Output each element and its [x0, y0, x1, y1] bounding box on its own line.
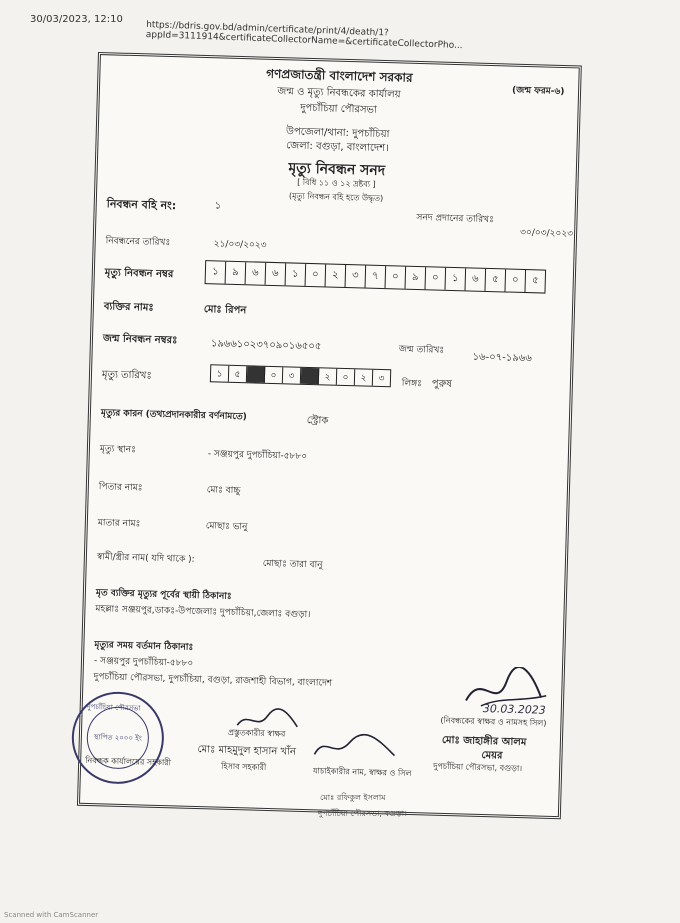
issue-date-label: সনদ প্রদানের তারিখঃ — [416, 212, 494, 226]
father-label: পিতার নামঃ — [98, 482, 143, 494]
form-number: (জন্ম ফরম-৬) — [511, 85, 565, 98]
death-reg-no-label: মৃত্যু নিবন্ধন নম্বর — [104, 267, 174, 281]
govt-heading: গণপ্রজাতন্ত্রী বাংলাদেশ সরকার — [266, 66, 413, 85]
place-label: মৃত্যু স্থানঃ — [99, 444, 137, 456]
death-date-label: মৃত্যু তারিখঃ — [101, 369, 152, 382]
death-date-digit: ৫ — [229, 366, 247, 382]
death-date-digit: ২ — [319, 368, 337, 384]
birth-reg-value: ১৯৬৬১০২৩৭০৯০১৬৫০৫ — [210, 338, 322, 353]
death-reg-digit: ৭ — [366, 266, 387, 289]
death-reg-digit: ০ — [306, 264, 327, 287]
death-date-digit: ৩ — [378, 373, 385, 384]
curr-addr-line1: - সঞ্জয়পুর দুপচাঁচিয়া-৫৮৮০ — [93, 656, 194, 669]
verifier-signature — [309, 729, 400, 767]
death-date-digit: ১ — [211, 365, 229, 381]
scanner-watermark: Scanned with CamScanner — [4, 911, 99, 919]
death-date-digit: ০ — [265, 367, 283, 383]
death-reg-digit: ৩ — [346, 265, 367, 288]
death-reg-digit: ১ — [445, 268, 466, 291]
upazila-line: উপজেলা/থানা: দুপচাঁচিয়া — [285, 126, 390, 141]
birth-reg-label: জন্ম নিবন্ধন নম্বরঃ — [102, 333, 178, 347]
death-reg-digit: ০ — [426, 267, 447, 290]
birth-date-label: জন্ম তারিখঃ — [398, 344, 445, 356]
death-date-digit: ০ — [337, 369, 355, 385]
registrar-office: দুপচাঁচিয়া পৌরসভা, বগুড়া। — [433, 761, 523, 774]
cause-label: মৃত্যুর কারন (তথ্যপ্রদানকারীর বর্ণনামতে) — [100, 408, 247, 423]
perm-addr-label: মৃত ব্যক্তির মৃত্যুর পূর্বের স্থায়ী ঠিকানাঃ — [95, 588, 232, 602]
curr-addr-label: মৃত্যুর সময় বর্তমান ঠিকানাঃ — [94, 640, 194, 653]
certificate-title: মৃত্যু নিবন্ধন সনদ — [288, 160, 386, 180]
spouse-value: মোছাঃ তারা বানু — [262, 558, 323, 571]
rule-reference: [ বিধি ১১ ও ১২ দ্রষ্টব্য ] — [297, 177, 376, 189]
death-reg-digit: ৯ — [226, 262, 247, 285]
death-reg-digit: ০ — [505, 269, 526, 292]
book-no-value: ১ — [214, 200, 222, 212]
reg-date-value: ২১/০৩/২০২৩ — [213, 239, 267, 251]
seal-ring-text: দুপচাঁচিয়া পৌরসভা — [86, 702, 141, 713]
death-date-digit: ২ — [355, 369, 373, 385]
death-reg-digit: ১ — [206, 261, 227, 284]
death-reg-digit: ৬ — [266, 263, 287, 286]
sig-date: 30.03.2023 — [482, 702, 546, 717]
extract-note: (মৃত্যু নিবন্ধন বহি হতে উদ্ধৃত) — [288, 191, 384, 204]
death-reg-digit: ০ — [386, 266, 407, 289]
death-reg-digit: ৬ — [465, 268, 486, 291]
person-name-value: মোঃ রিপন — [203, 304, 247, 317]
place-value: - সঞ্জয়পুর দুপচাঁচিয়া-৫৮৮০ — [207, 449, 308, 462]
assistant-title2: হিসাব সহকারী — [220, 761, 267, 772]
office-heading: জন্ম ও মৃত্যু নিবন্ধকের কার্যালয় — [277, 86, 401, 101]
death-reg-digit: ৬ — [246, 262, 267, 285]
spouse-label: স্বামী/স্ত্রীর নাম( যদি থাকে ): — [96, 552, 195, 565]
district-line: জেলা: বগুড়া, বাংলাদেশ। — [285, 140, 389, 155]
certificate-frame — [77, 52, 582, 819]
death-date-separator — [247, 366, 265, 382]
print-datetime: 30/03/2023, 12:10 — [30, 14, 123, 25]
death-reg-digit: ১ — [286, 263, 307, 286]
municipality-heading: দুপচাঁচিয়া পৌরসভা — [299, 102, 377, 116]
registrar-title: মেয়র — [481, 749, 503, 762]
curr-addr-line2: দুপচাঁচিয়া পৌরসভা, দুপচাঁচিয়া, বগুড়া, রাজশাহী বিভাগ, বাংলাদেশ — [93, 672, 333, 689]
seal-est: স্থাপিত ২০০০ ইং — [93, 733, 142, 743]
registrar-name: মোঃ জাহাঙ্গীর আলম — [441, 734, 527, 749]
registrar-sig-label: (নিবন্ধকের স্বাক্ষর ও নামসহ সিল) — [440, 715, 547, 728]
mother-value: মোছাঃ ভানু — [205, 521, 248, 533]
perm-addr-value: মহল্লাঃ সঞ্জয়পুর,ডাকঃ-উপজেলাঃ দুপচাঁচিয়া,জেলাঃ বগুড়া। — [95, 604, 311, 621]
reg-date-label: নিবন্ধনের তারিখঃ — [105, 236, 171, 249]
sex-label: লিঙ্গঃ — [401, 378, 423, 390]
assistant-sig-label: প্রস্তুতকারীর স্বাক্ষর — [227, 727, 286, 739]
cause-value: স্ট্রোক — [306, 414, 329, 427]
death-reg-no-boxes — [205, 260, 547, 294]
birth-date-value: ১৬-০৭-১৯৬৬ — [472, 351, 532, 365]
death-reg-digit: ৫ — [485, 269, 506, 292]
person-name-label: ব্যক্তির নামঃ — [103, 301, 154, 314]
death-date-boxes — [210, 364, 391, 387]
assistant-title: নিবন্ধক কার্যালয়ের সহকারী — [85, 755, 172, 768]
death-date-digit: ৩ — [283, 367, 301, 383]
death-date-separator — [301, 368, 319, 384]
death-reg-digit: ২ — [326, 264, 347, 287]
print-url: https://bdris.gov.bd/admin/certificate/print/4/death/1?appId=3111914&certificateCollectorName=&certificateCollectorPho... — [145, 20, 463, 52]
assistant-name: মোঃ মাহমুদুল হাসান খাঁন — [197, 744, 297, 758]
issue-date-value: ৩০/০৩/২০২৩ — [519, 227, 574, 240]
father-value: মোঃ বাচ্চু — [206, 485, 241, 497]
death-reg-digit: ৯ — [406, 267, 427, 290]
verifier-name: মোঃ রফিকুল ইসলাম — [320, 793, 386, 802]
book-no-label: নিবন্ধন বহি নং: — [106, 197, 177, 213]
mother-label: মাতার নামঃ — [97, 518, 141, 530]
sex-value: পুরুষ — [431, 378, 452, 391]
verifier-title: দুপচাঁচিয়া পৌরসভা, বগুড়া। — [318, 809, 407, 818]
verifier-label: যাচাইকারীর নাম, স্বাক্ষর ও সিল — [312, 766, 412, 779]
death-reg-digit: ৫ — [531, 274, 539, 286]
